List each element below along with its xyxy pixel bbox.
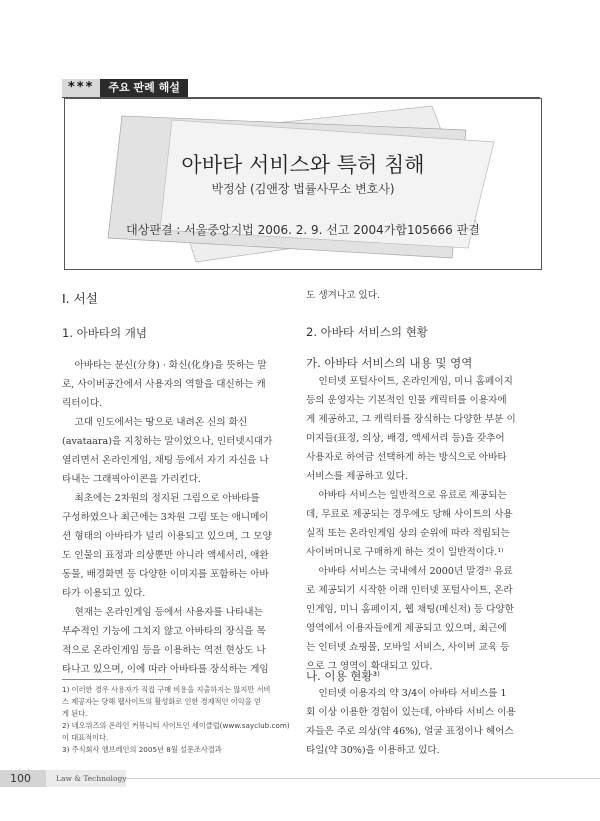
text-line: 타가 이용되고 있다. xyxy=(62,588,146,599)
tag-stars: *** xyxy=(62,79,100,97)
tag-label: 주요 판례 해설 xyxy=(100,79,187,97)
text-line: 로, 사이버공간에서 사용자의 역할을 대신하는 캐 xyxy=(62,379,266,390)
page-number: 100 xyxy=(10,772,31,785)
text-line: 사용자로 하여금 선택하게 하는 방식으로 아바타 xyxy=(306,452,507,463)
right-column-continuation xyxy=(306,286,536,305)
text-line: 타내는 그래픽아이콘을 가리킨다. xyxy=(62,474,201,485)
text-line: 인게임, 미니 홈페이지, 웹 채팅(메신저) 등 다양한 xyxy=(306,604,514,615)
subsection-heading-b: 나. 이용 현황³⁾ xyxy=(306,669,380,683)
article-author: 박정삼 (김앤장 법률사무소 변호사) xyxy=(211,182,395,196)
footnote-line: 3) 주식회사 엠브레인의 2005년 8월 설문조사결과 xyxy=(62,745,222,754)
text-line: 로 제공되기 시작한 이래 인터넷 포털사이트, 온라 xyxy=(306,585,513,596)
text-line: 아바타는 분신(分身) · 화신(化身)을 뜻하는 말 xyxy=(74,360,267,371)
article-title: 아바타 서비스와 특허 침해 xyxy=(181,153,425,177)
text-line: 현재는 온라인게임 등에서 사용자를 나타내는 xyxy=(74,607,263,618)
text-line: 타일(약 30%)을 이용하고 있다. xyxy=(306,745,440,756)
text-line: 타나고 있으며, 이에 따라 아바타를 장식하는 게임 xyxy=(62,664,269,675)
text-line: 서비스를 제공하고 있다. xyxy=(306,471,408,482)
footnote-line: 1) 이러한 경우 사용자가 직접 구매 비용을 지출하지는 않지만 서비 xyxy=(62,685,271,694)
text-line: 최초에는 2차원의 정지된 그림으로 아바타를 xyxy=(74,493,260,504)
text-line: 아바타 서비스는 국내에서 2000년 말경²⁾ 유료 xyxy=(318,566,513,577)
right-column-text-b xyxy=(306,684,536,760)
left-column-text xyxy=(62,356,292,679)
footnote-line: 이 대표적이다. xyxy=(62,733,109,742)
case-reference: 대상판결 : 서울중앙지법 2006. 2. 9. 선고 2004가합105666 판결 xyxy=(126,223,480,237)
footnote-rule xyxy=(62,679,172,680)
text-line: 데, 무료로 제공되는 경우에도 당해 사이트의 사용 xyxy=(306,509,513,520)
section-tag xyxy=(62,79,188,97)
text-line: 아바타 서비스는 일반적으로 유료로 제공되는 xyxy=(318,490,507,501)
footnotes xyxy=(62,684,298,756)
journal-name: Law & Technology xyxy=(56,774,127,783)
text-line: 으로 그 영역이 확대되고 있다. xyxy=(306,661,433,672)
footnote-line: 스 제공자는 당해 웹사이트의 활성화로 인한 경제적인 이익을 얻 xyxy=(62,697,261,706)
text-line: 영역에서 이용자들에게 제공되고 있으며, 최근에 xyxy=(306,623,507,634)
text-line: 적으로 온라인게임 등을 이용하는 역전 현상도 나 xyxy=(62,645,266,656)
text-line: 인터넷 이용자의 약 3/4이 아바타 서비스를 1 xyxy=(318,688,507,699)
footnote-line: 게 된다. xyxy=(62,709,88,718)
text-line: 등의 운영자는 기본적인 인물 캐릭터를 이용자에 xyxy=(306,395,507,406)
text-line: 실적 또는 온라인게임 상의 순위에 따라 적립되는 xyxy=(306,528,510,539)
text-line: 릭터이다. xyxy=(62,398,103,409)
text-line: 회 이상 이용한 경험이 있는데, 아바타 서비스 이용 xyxy=(306,707,516,718)
text-line: 동물, 배경화면 등 다양한 이미지를 포함하는 아바 xyxy=(62,569,269,580)
text-line: 열리면서 온라인게임, 채팅 등에서 자기 자신을 나 xyxy=(62,455,269,466)
text-line: 도 인물의 표정과 의상뿐만 아니라 액세서리, 애완 xyxy=(62,550,269,561)
text-line: 사이버머니로 구매하게 하는 것이 일반적이다.¹⁾ xyxy=(306,547,504,558)
text-line: 도 생겨나고 있다. xyxy=(306,290,381,301)
section-heading: Ⅰ. 서설 xyxy=(62,291,98,306)
right-column-text xyxy=(306,372,536,676)
text-line: 고대 인도에서는 땅으로 내려온 신의 화신 xyxy=(74,417,248,428)
subsection-heading-1: 1. 아바타의 개념 xyxy=(62,326,147,340)
text-line: 구성하였으나 최근에는 3차원 그림 또는 애니메이 xyxy=(62,512,269,523)
text-line: 미지들(표정, 의상, 배경, 액세서리 등)을 갖추어 xyxy=(306,433,505,444)
footnote-line: 2) 네오위즈의 온라인 커뮤니티 사이트인 세이클럽(www.sayclub.com) xyxy=(62,721,290,730)
text-line: 게 제공하고, 그 캐릭터를 장식하는 다양한 부분 이 xyxy=(306,414,516,425)
text-line: 부수적인 기능에 그치지 않고 아바타의 장식을 목 xyxy=(62,626,266,637)
subsection-heading-2: 2. 아바타 서비스의 현황 xyxy=(306,325,428,339)
text-line: 션 형태의 아바타가 널리 이용되고 있으며, 그 모양 xyxy=(62,531,272,542)
text-line: 인터넷 포털사이트, 온라인게임, 미니 홈페이지 xyxy=(318,376,513,387)
text-line: (avataara)을 지칭하는 말이었으나, 인터넷시대가 xyxy=(62,436,273,447)
text-line: 는 인터넷 쇼핑몰, 모바일 서비스, 사이버 교육 등 xyxy=(306,642,510,653)
subsection-heading-a: 가. 아바타 서비스의 내용 및 영역 xyxy=(306,356,473,370)
text-line: 자들은 주로 의상(약 46%), 얼굴 표정이나 헤어스 xyxy=(306,726,514,737)
